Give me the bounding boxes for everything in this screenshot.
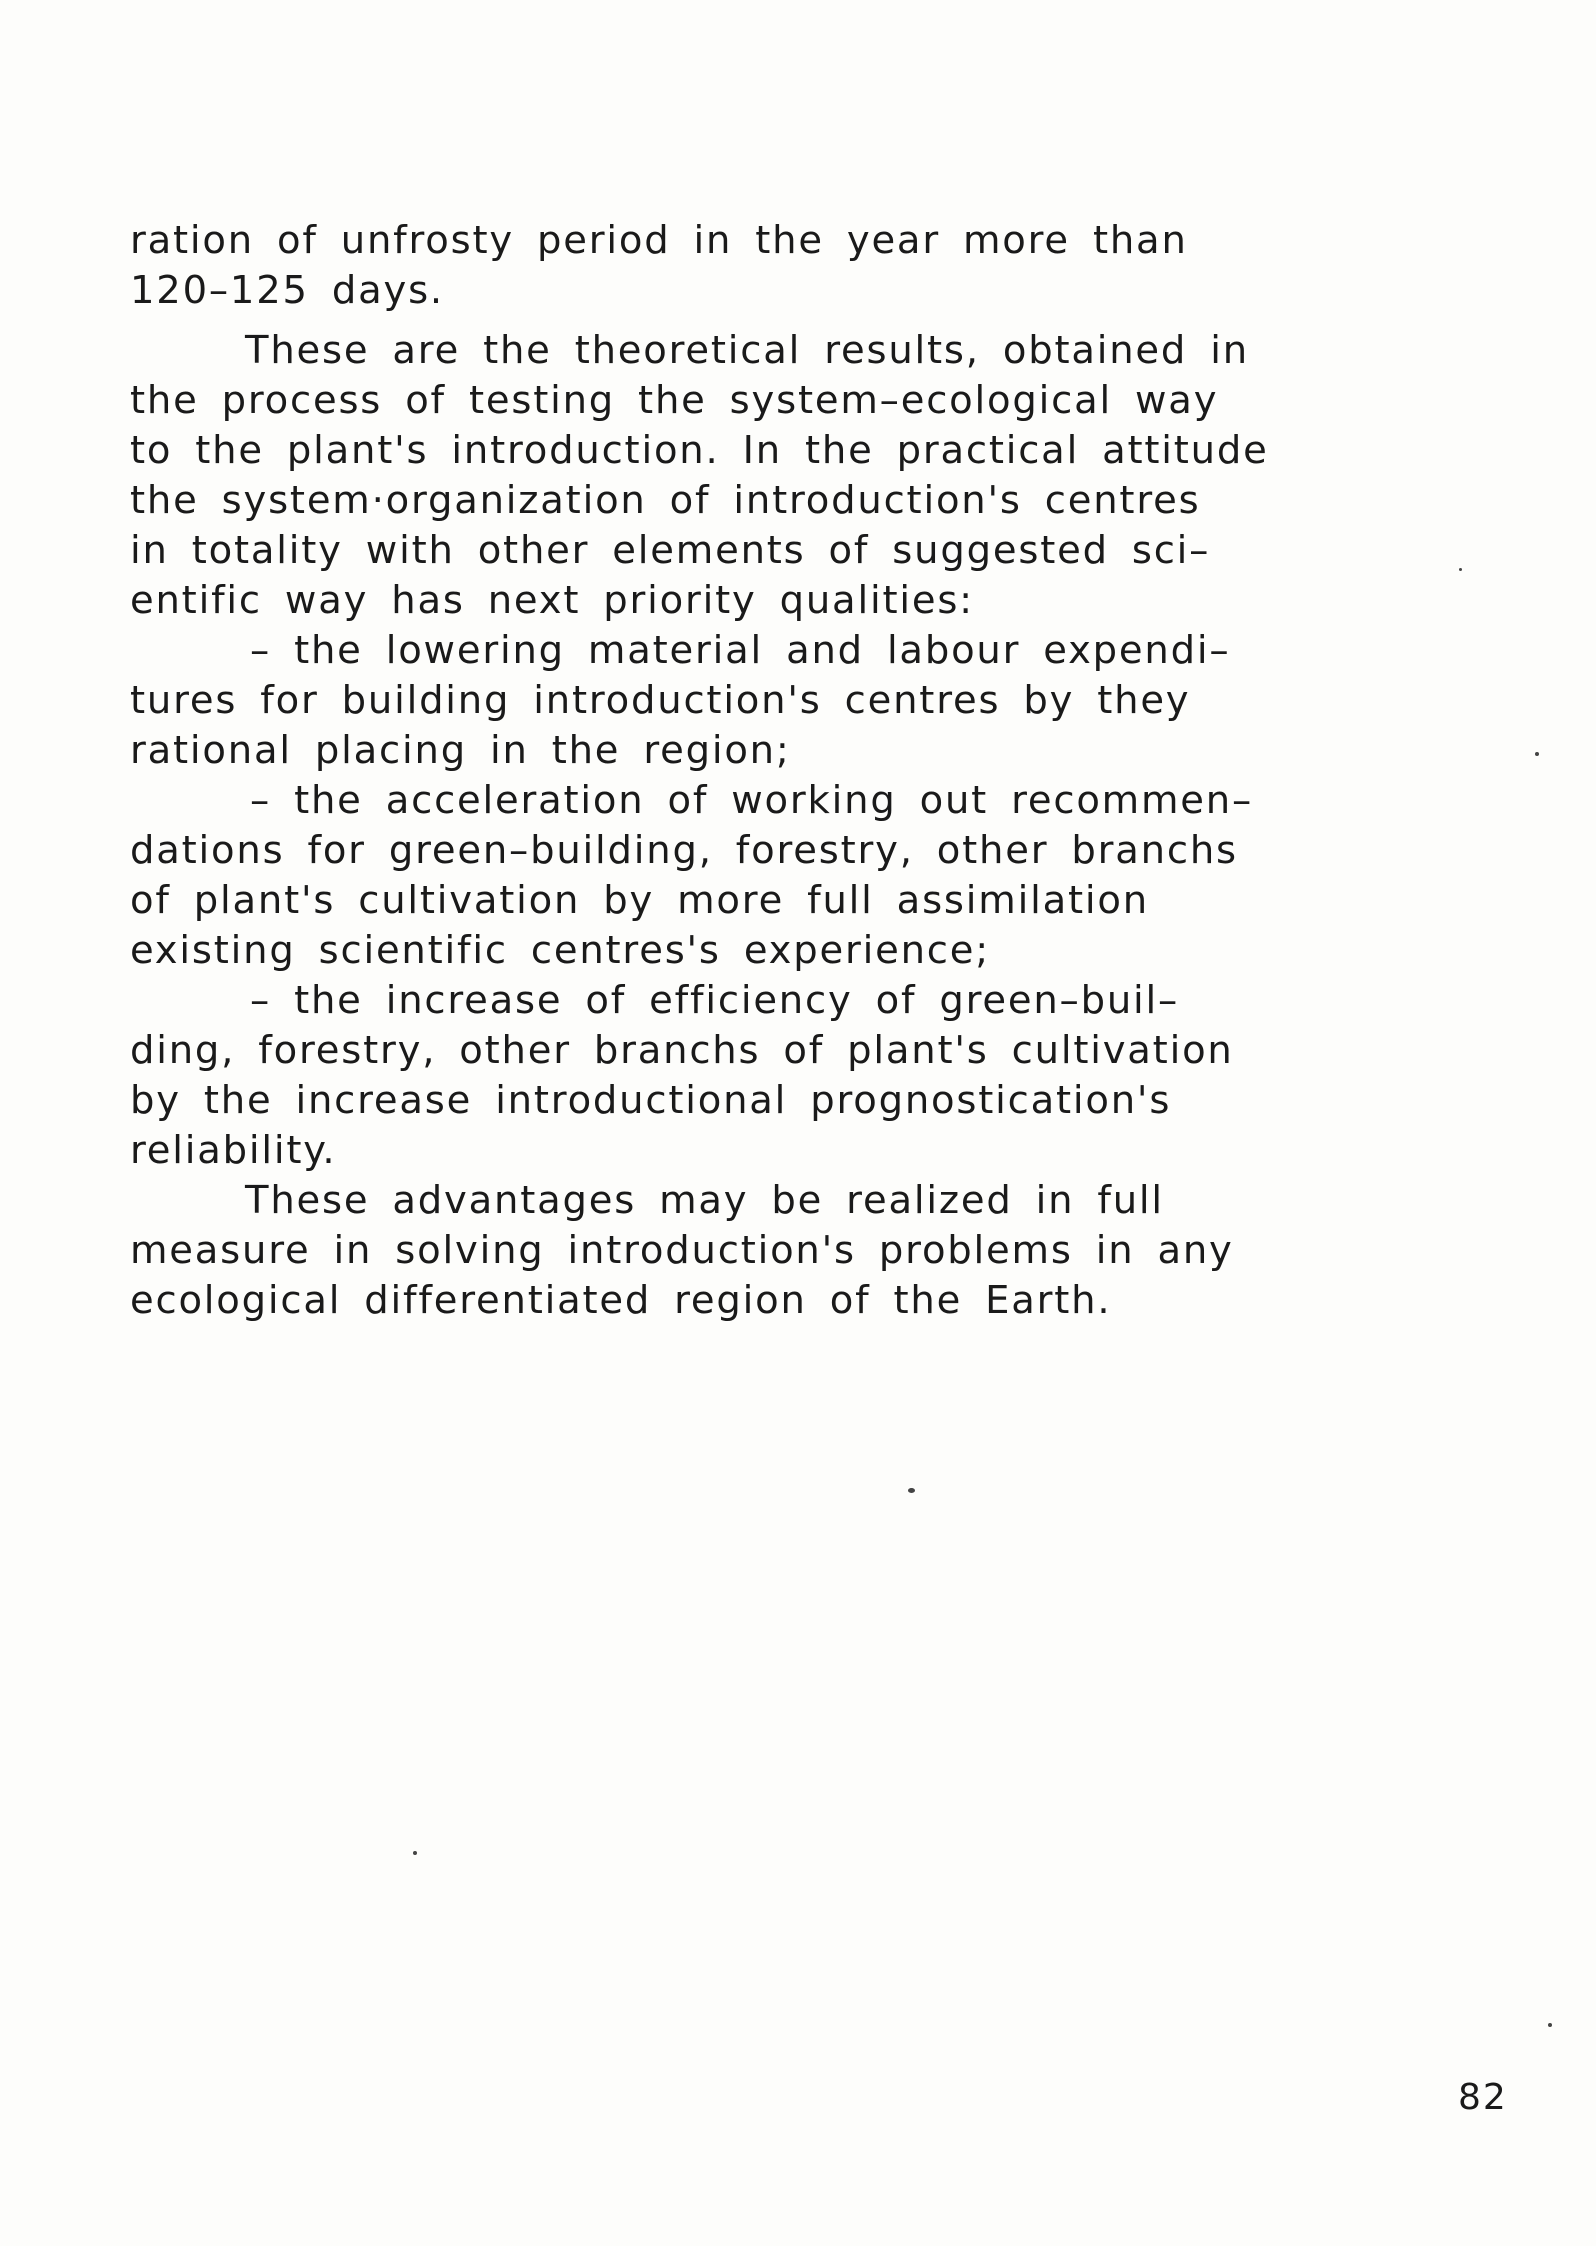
scan-speck <box>908 1488 915 1493</box>
text-line-12: – the acceleration of working out recommen– <box>250 778 1254 823</box>
scan-speck <box>1535 752 1539 756</box>
text-line-3: These are the theoretical results, obtained in <box>245 328 1249 373</box>
page-number: 82 <box>1458 2077 1508 2118</box>
scan-speck <box>1459 568 1462 571</box>
scan-speck <box>1548 2023 1552 2027</box>
text-line-6: the system·organization of introduction's centres <box>130 478 1201 523</box>
text-line-13: dations for green–building, forestry, other branchs <box>130 828 1238 873</box>
text-line-10: tures for building introduction's centres by they <box>130 678 1191 723</box>
text-line-17: ding, forestry, other branchs of plant's cultivation <box>130 1028 1234 1073</box>
text-line-1: ration of unfrosty period in the year more than <box>130 218 1188 263</box>
text-line-16: – the increase of efficiency of green–buil– <box>250 978 1180 1023</box>
text-line-5: to the plant's introduction. In the practical attitude <box>130 428 1269 473</box>
text-line-19: reliability. <box>130 1128 337 1173</box>
text-line-20: These advantages may be realized in full <box>245 1178 1164 1223</box>
text-line-15: existing scientific centres's experience; <box>130 928 990 973</box>
text-line-4: the process of testing the system–ecological way <box>130 378 1219 423</box>
text-line-22: ecological differentiated region of the Earth. <box>130 1278 1112 1323</box>
text-line-2: 120–125 days. <box>130 268 444 313</box>
scan-speck <box>413 1851 417 1855</box>
text-line-21: measure in solving introduction's problems in any <box>130 1228 1234 1273</box>
text-line-9: – the lowering material and labour expendi– <box>250 628 1231 673</box>
text-line-11: rational placing in the region; <box>130 728 791 773</box>
text-line-8: entific way has next priority qualities: <box>130 578 974 623</box>
text-line-18: by the increase introductional prognostication's <box>130 1078 1172 1123</box>
text-line-7: in totality with other elements of suggested sci– <box>130 528 1211 573</box>
text-line-14: of plant's cultivation by more full assimilation <box>130 878 1149 923</box>
